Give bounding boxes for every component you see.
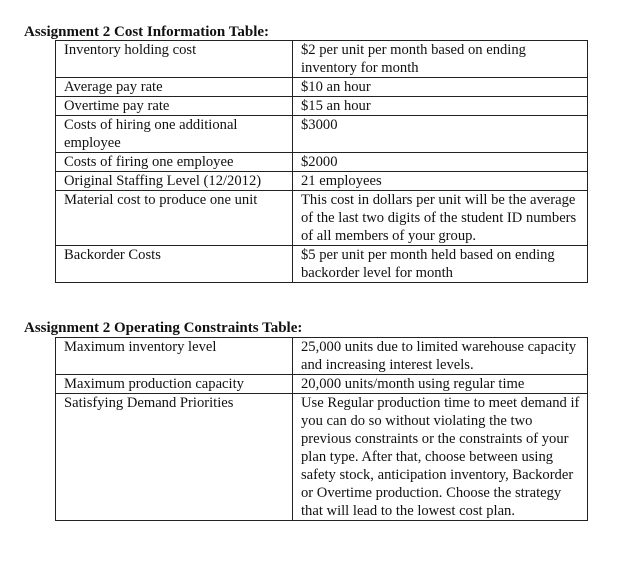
row-label-cell <box>56 153 293 172</box>
row-label: Backorder Costs <box>64 247 161 263</box>
row-value-cell <box>293 41 588 78</box>
operating-constraints-heading: Assignment 2 Operating Constraints Table: <box>24 320 303 336</box>
row-label-cell <box>56 191 293 246</box>
row-label: Maximum production capacity <box>64 376 244 392</box>
table-row <box>56 78 588 97</box>
row-label: Maximum inventory level <box>64 339 217 355</box>
row-label-cell <box>56 172 293 191</box>
row-label: Satisfying Demand Priorities <box>64 395 234 411</box>
table-row <box>56 394 588 521</box>
row-label-cell <box>56 116 293 153</box>
row-value-cell <box>293 172 588 191</box>
row-value: $3000 <box>301 117 338 133</box>
row-value: $2000 <box>301 154 338 170</box>
row-label-cell <box>56 375 293 394</box>
cost-table-heading: Assignment 2 Cost Information Table: <box>24 24 270 40</box>
table-row <box>56 97 588 116</box>
row-value-cell <box>293 97 588 116</box>
row-label-cell <box>56 78 293 97</box>
table-row <box>56 41 588 78</box>
row-label: Material cost to produce one unit <box>64 192 258 208</box>
row-label-cell <box>56 338 293 375</box>
row-value: $15 an hour <box>301 98 371 114</box>
table-row <box>56 338 588 375</box>
row-value-cell <box>293 394 588 521</box>
table-row <box>56 172 588 191</box>
row-value-cell <box>293 153 588 172</box>
row-value: 25,000 units due to limited warehouse capacity and increasing interest levels. <box>301 339 577 373</box>
row-value: $5 per unit per month held based on ending backorder level for month <box>301 247 555 281</box>
row-value: $10 an hour <box>301 79 371 95</box>
row-label-cell <box>56 246 293 283</box>
row-label: Costs of firing one employee <box>64 154 234 170</box>
row-label-cell <box>56 41 293 78</box>
row-label-cell <box>56 97 293 116</box>
row-value-cell <box>293 191 588 246</box>
table-row <box>56 375 588 394</box>
row-value-cell <box>293 375 588 394</box>
row-value-cell <box>293 116 588 153</box>
row-label: Costs of hiring one additional employee <box>64 117 238 151</box>
row-label-cell <box>56 394 293 521</box>
row-value: This cost in dollars per unit will be the average of the last two digits of the student ID numbers of all members of your group. <box>301 192 577 244</box>
row-label: Inventory holding cost <box>64 42 197 58</box>
row-value-cell <box>293 246 588 283</box>
row-label: Average pay rate <box>64 79 163 95</box>
table-row <box>56 191 588 246</box>
row-value: Use Regular production time to meet demand if you can do so without violating the two previous constraints or the constraints of your plan type. After that, choose between using safety stock, anticipation inventory, Backorder or Overtime production. Choose the strategy that will lead to the lowest cost plan. <box>301 395 580 519</box>
table-row <box>56 116 588 153</box>
table-row <box>56 153 588 172</box>
row-value: 21 employees <box>301 173 382 189</box>
cost-information-table <box>55 40 588 283</box>
row-value-cell <box>293 338 588 375</box>
row-value: $2 per unit per month based on ending inventory for month <box>301 42 526 76</box>
row-value: 20,000 units/month using regular time <box>301 376 525 392</box>
row-value-cell <box>293 78 588 97</box>
operating-constraints-table <box>55 337 588 521</box>
row-label: Original Staffing Level (12/2012) <box>64 173 262 189</box>
row-label: Overtime pay rate <box>64 98 170 114</box>
table-row <box>56 246 588 283</box>
